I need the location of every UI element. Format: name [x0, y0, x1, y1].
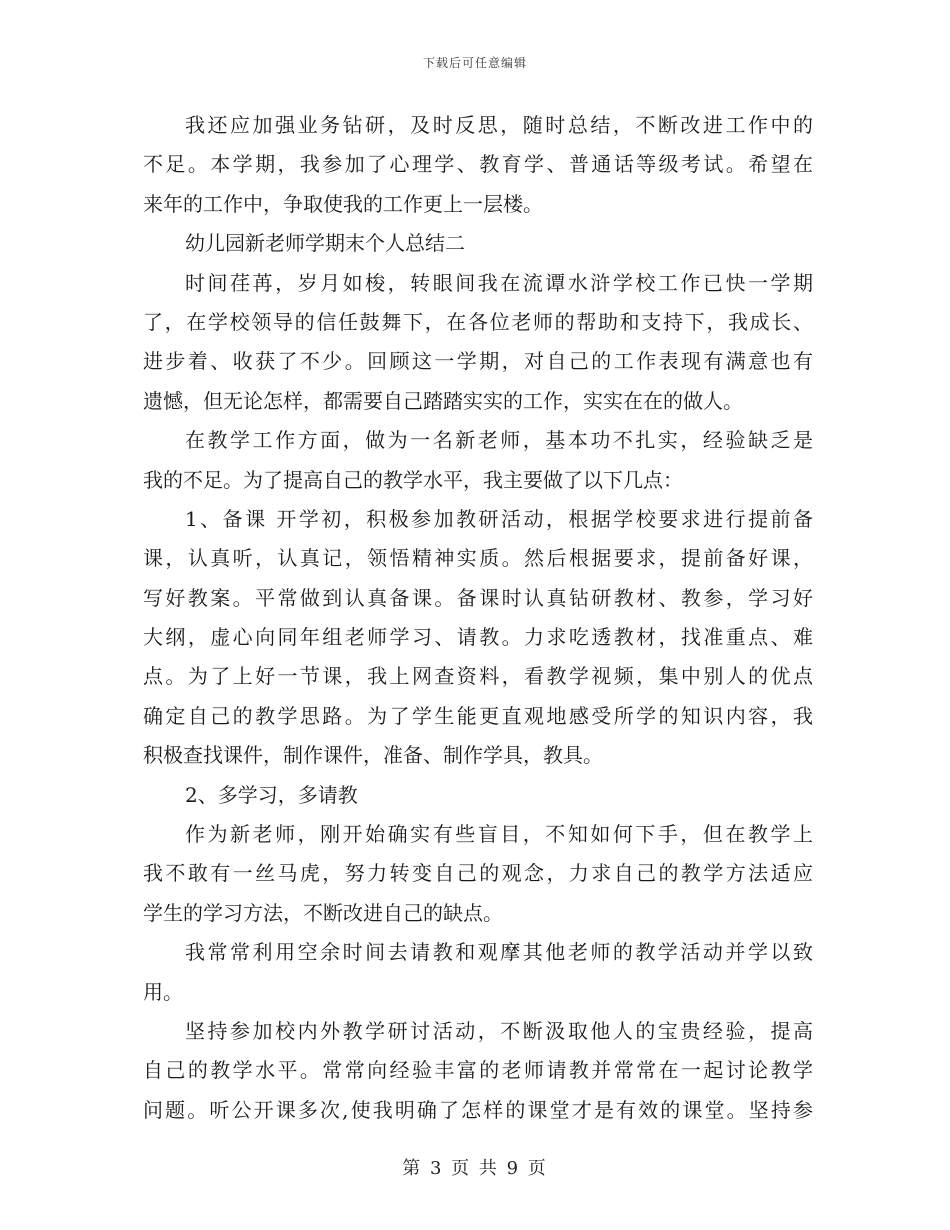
text-line: 学生的学习方法，不断改进自己的缺点。 [143, 900, 503, 925]
text-line: 我不敢有一丝马虎，努力转变自己的观念，力求自己的教学方法适应 [143, 861, 813, 886]
text-line: 确定自己的教学思路。为了学生能更直观地感受所学的知识内容，我 [143, 703, 813, 728]
text-line: 2、多学习，多请教 [185, 782, 358, 807]
text-line: 坚持参加校内外教学研讨活动，不断汲取他人的宝贵经验，提高 [185, 1018, 813, 1043]
text-line: 1、备课 开学初，积极参加教研活动，根据学校要求进行提前备 [185, 506, 813, 531]
text-line: 大纲，虚心向同年组老师学习、请教。力求吃透教材，找准重点、难 [143, 625, 813, 650]
document-body [143, 106, 813, 1130]
text-line: 自己的教学水平。常常向经验丰富的老师请教并常常在一起讨论教学 [143, 1058, 813, 1083]
text-line: 我的不足。为了提高自己的教学水平，我主要做了以下几点： [143, 467, 683, 492]
text-line: 遗憾，但无论怎样，都需要自己踏踏实实的工作，实实在在的做人。 [143, 388, 743, 413]
text-line: 在教学工作方面，做为一名新老师，基本功不扎实，经验缺乏是 [185, 428, 813, 453]
text-line: 不足。本学期，我参加了心理学、教育学、普通话等级考试。希望在 [143, 152, 813, 177]
text-line: 问题。听公开课多次,使我明确了怎样的课堂才是有效的课堂。坚持参 [143, 1097, 813, 1122]
text-line: 用。 [143, 979, 183, 1004]
page-number-footer: 第 3 页 共 9 页 [402, 1158, 548, 1179]
text-line: 点。为了上好一节课，我上网查资料，看教学视频，集中别人的优点 [143, 664, 813, 689]
text-line: 时间荏苒，岁月如梭，转眼间我在流谭水浒学校工作已快一学期 [185, 270, 813, 295]
text-line: 课，认真听，认真记，领悟精神实质。然后根据要求，提前备好课， [143, 546, 813, 571]
text-line: 写好教案。平常做到认真备课。备课时认真钻研教材、教参，学习好 [143, 585, 813, 610]
text-line: 积极查找课件，制作课件，准备、制作学具，教具。 [143, 743, 603, 768]
text-line: 了，在学校领导的信任鼓舞下，在各位老师的帮助和支持下，我成长、 [143, 309, 813, 334]
text-line: 我常常利用空余时间去请教和观摩其他老师的教学活动并学以致 [185, 940, 813, 965]
text-line: 来年的工作中，争取使我的工作更上一层楼。 [143, 191, 543, 216]
text-line: 我还应加强业务钻研，及时反思，随时总结，不断改进工作中的 [185, 113, 813, 137]
text-line: 进步着、收获了不少。回顾这一学期，对自己的工作表现有满意也有 [143, 349, 813, 374]
text-line: 作为新老师，刚开始确实有些盲目，不知如何下手，但在教学上 [185, 822, 813, 847]
text-line: 幼儿园新老师学期末个人总结二 [185, 231, 465, 256]
page-header: 下载后可任意编辑 [422, 56, 527, 70]
